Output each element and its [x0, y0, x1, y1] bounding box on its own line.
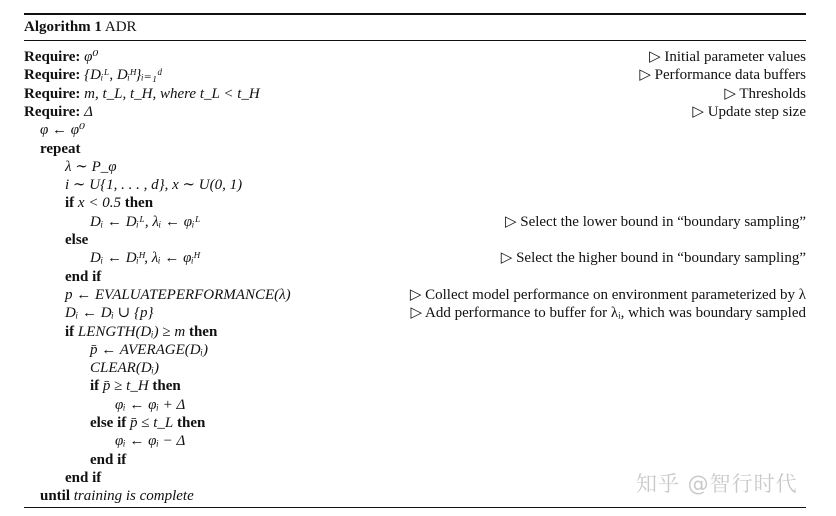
line-keyword-then: then [176, 415, 206, 431]
line-keyword: if [90, 378, 100, 395]
line-keyword-then: then [124, 195, 154, 212]
line-code [65, 158, 117, 176]
algorithm-caption [24, 19, 137, 36]
line-expression: Dᵢ ← Dᵢ ∪ {p} [65, 305, 154, 322]
algorithm-line [24, 249, 806, 267]
algorithm-line [24, 451, 806, 469]
line-code [65, 304, 153, 322]
line-code [65, 469, 101, 487]
algorithm-line [24, 176, 806, 194]
algorithm-line [24, 194, 806, 212]
line-keyword: end if [90, 451, 127, 468]
line-expression: φᵢ ← φᵢ + Δ [115, 396, 186, 413]
algorithm-line [24, 140, 806, 158]
line-code [24, 48, 98, 66]
line-keyword: end if [65, 469, 102, 486]
line-keyword: Require: [24, 103, 81, 120]
algorithm-line [24, 85, 806, 103]
line-expression: Δ [84, 103, 93, 120]
line-keyword: repeat [40, 140, 81, 157]
line-keyword-then: then [188, 323, 218, 340]
line-keyword: Require: [24, 49, 81, 65]
line-code [24, 66, 162, 84]
line-expression: p ← EVALUATEPERFORMANCE(λ) [65, 286, 291, 303]
bottom-rule [24, 507, 806, 508]
algorithm-line [24, 48, 806, 66]
line-code [24, 85, 260, 103]
line-expression: x < 0.5 [77, 195, 121, 212]
line-comment: ▷ Collect model performance on environment parameterized by λ [409, 286, 806, 303]
line-expression: p̄ ← AVERAGE(Dᵢ) [90, 341, 208, 358]
line-expression: m, t_L, t_H, where t_L < t_H [84, 85, 260, 102]
algorithm-line [24, 213, 806, 231]
algorithm-name: ADR [104, 19, 137, 35]
line-comment: ▷ Thresholds [724, 85, 806, 102]
algorithm-line [24, 341, 806, 359]
line-comment: ▷ Performance data buffers [639, 67, 806, 84]
line-code [40, 140, 81, 158]
line-code [65, 323, 217, 341]
line-keyword: else [65, 232, 89, 248]
line-expression: λ ∼ P_φ [65, 158, 117, 175]
caption-rule [24, 40, 806, 41]
line-code [65, 176, 242, 194]
line-code [90, 213, 200, 231]
line-keyword: Require: [24, 67, 81, 84]
line-keyword: Require: [24, 85, 81, 102]
algorithm-line [24, 286, 806, 304]
top-rule [24, 13, 806, 15]
algorithm-line [24, 121, 806, 139]
line-code [90, 341, 208, 359]
line-keyword-then: then [152, 378, 181, 395]
line-expression: p̄ ≤ t_L [129, 415, 174, 431]
line-code [40, 487, 194, 505]
line-expression: LENGTH(Dᵢ) ≥ m [77, 323, 186, 340]
line-keyword: until [40, 488, 71, 505]
line-code [115, 396, 185, 414]
line-expression: Dᵢ ← Dᵢᴸ, λᵢ ← φᵢᴸ [90, 213, 201, 230]
algorithm-line [24, 377, 806, 395]
algorithm-line [24, 231, 806, 249]
line-code [24, 103, 93, 121]
line-expression: training is complete [73, 488, 194, 505]
algorithm-line [24, 66, 806, 84]
line-expression: p̄ ≥ t_H [102, 378, 149, 395]
line-code [65, 231, 88, 249]
line-code [90, 359, 159, 377]
line-code [65, 194, 153, 212]
algorithm-line [24, 414, 806, 432]
line-expression: φ ← φ⁰ [40, 122, 86, 139]
line-keyword: end if [65, 268, 102, 285]
algorithm-line [24, 268, 806, 286]
line-expression: i ∼ U{1, . . . , d}, x ∼ U(0, 1) [65, 177, 243, 194]
algorithm-label: Algorithm 1 [24, 19, 102, 35]
line-expression: φ⁰ [84, 49, 99, 65]
algorithm-line [24, 396, 806, 414]
line-expression: Dᵢ ← Dᵢᴴ, λᵢ ← φᵢᴴ [90, 250, 200, 267]
line-code [90, 414, 205, 432]
line-code [90, 451, 126, 469]
line-keyword: else if [90, 415, 127, 431]
line-comment: ▷ Initial parameter values [649, 49, 806, 65]
line-comment: ▷ Add performance to buffer for λᵢ, which was boundary sampled [410, 305, 806, 322]
line-expression: {Dᵢᴸ, Dᵢᴴ}ᵢ₌₁ᵈ [84, 67, 162, 84]
line-expression: φᵢ ← φᵢ − Δ [115, 433, 186, 450]
line-comment: ▷ Select the lower bound in “boundary sampling” [504, 213, 806, 230]
line-code [65, 268, 101, 286]
line-code [90, 249, 199, 267]
line-code [40, 121, 85, 139]
line-code [90, 377, 181, 395]
line-code [65, 286, 291, 304]
line-keyword: if [65, 323, 75, 340]
line-code [115, 432, 185, 450]
algorithm-line [24, 158, 806, 176]
line-comment: ▷ Select the higher bound in “boundary sampling” [500, 250, 806, 267]
watermark: 知乎 @智行时代 [636, 472, 798, 496]
algorithm-line [24, 432, 806, 450]
algorithm-line [24, 323, 806, 341]
line-comment: ▷ Update step size [692, 103, 806, 120]
line-expression: CLEAR(Dᵢ) [90, 360, 160, 377]
algorithm-line [24, 103, 806, 121]
algorithm-line [24, 304, 806, 322]
algorithm-line [24, 359, 806, 377]
line-keyword: if [65, 195, 75, 212]
